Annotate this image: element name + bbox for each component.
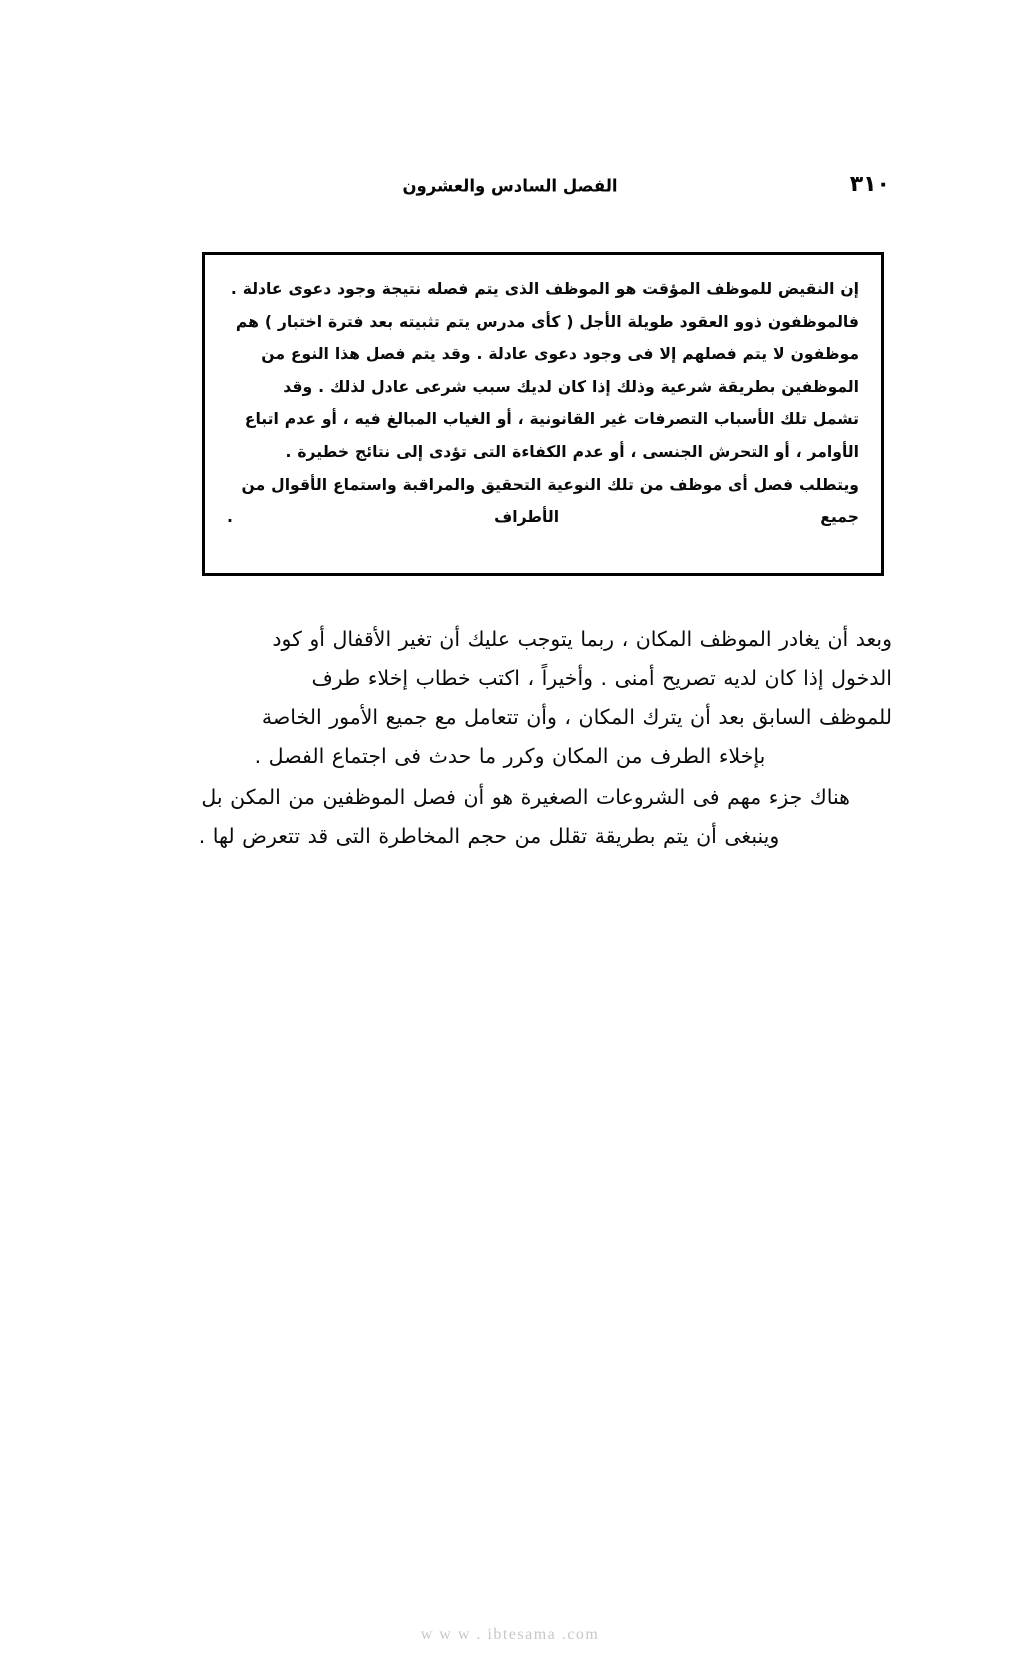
callout-line xyxy=(227,403,859,436)
callout-line xyxy=(227,501,859,534)
body-text xyxy=(188,620,892,856)
callout-line-text: ويتطلب فصل أى موظف من تلك النوعية التحقيق والمراقبة واستماع الأقوال من xyxy=(241,475,859,494)
paragraph-line xyxy=(188,659,892,698)
chapter-title: الفصل السادس والعشرون xyxy=(402,175,618,196)
paragraph-line-text: بإخلاء الطرف من المكان وكرر ما حدث فى اجتماع الفصل . xyxy=(254,744,766,768)
paragraph-line-text: الدخول إذا كان لديه تصريح أمنى . وأخيراً ، اكتب خطاب إخلاء طرف xyxy=(311,666,892,690)
callout-line xyxy=(227,338,859,371)
callout-line xyxy=(227,370,859,403)
paragraph-line-text: وبعد أن يغادر الموظف المكان ، ربما يتوجب عليك أن تغير الأقفال أو كود xyxy=(272,627,892,651)
callout-line xyxy=(227,468,859,501)
callout-line-text: الموظفين بطريقة شرعية وذلك إذا كان لديك سبب شرعى عادل لذلك . وقد xyxy=(283,377,859,396)
paragraph-line xyxy=(188,698,892,737)
paragraph-line-text: وينبغى أن يتم بطريقة تقلل من حجم المخاطرة التى قد تتعرض لها . xyxy=(198,824,780,848)
callout-line xyxy=(227,273,859,306)
callout-box-content xyxy=(205,255,881,544)
running-head xyxy=(130,172,890,206)
paragraph-line xyxy=(188,817,892,856)
callout-line-text: فالموظفون ذوو العقود طويلة الأجل ( كأى مدرس يتم تثبيته بعد فترة اختبار ) هم xyxy=(235,312,859,331)
callout-line-text: جميع الأطراف . xyxy=(227,507,859,527)
paragraph xyxy=(188,778,892,856)
callout-line-text: الأوامر ، أو التحرش الجنسى ، أو عدم الكفاءة التى تؤدى إلى نتائج خطيرة . xyxy=(285,442,859,462)
site-watermark: w w w . ibtesama .com xyxy=(420,1626,600,1643)
paragraph-line-text: هناك جزء مهم فى الشروعات الصغيرة هو أن فصل الموظفين من المكن بل xyxy=(201,785,850,809)
page-number: ٣١٠ xyxy=(849,172,890,197)
callout-line xyxy=(227,436,859,469)
callout-line xyxy=(227,305,859,338)
paragraph-line-text: للموظف السابق بعد أن يترك المكان ، وأن تتعامل مع جميع الأمور الخاصة xyxy=(261,705,892,729)
paragraph xyxy=(188,620,892,776)
callout-line-text: إن النقيض للموظف المؤقت هو الموظف الذى يتم فصله نتيجة وجود دعوى عادلة . xyxy=(230,279,859,299)
paragraph-line xyxy=(188,778,892,817)
paragraph-line xyxy=(188,620,892,659)
callout-box xyxy=(202,252,884,576)
callout-line-text: موظفون لا يتم فصلهم إلا فى وجود دعوى عادلة . وقد يتم فصل هذا النوع من xyxy=(261,345,859,364)
callout-line-text: تشمل تلك الأسباب التصرفات غير القانونية ، أو الغياب المبالغ فيه ، أو عدم اتباع xyxy=(244,410,859,429)
paragraph-line xyxy=(188,737,892,776)
